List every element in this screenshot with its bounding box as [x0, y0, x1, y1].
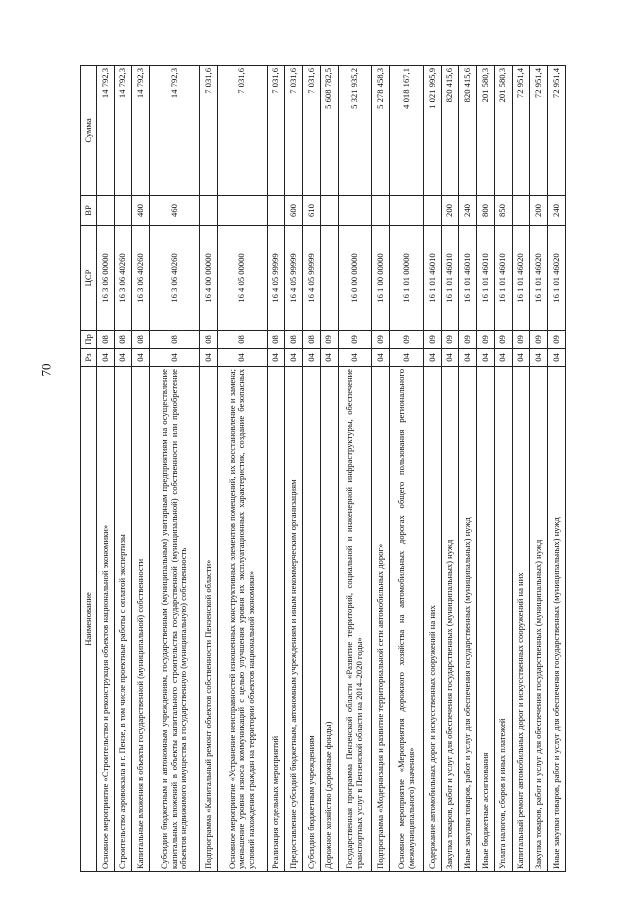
rotated-table-container [80, 66, 566, 872]
cell-name: Содержание автомобильных дорог и искусственных сооружений на них [423, 367, 441, 872]
cell-name: Иные закупки товаров, работ и услуг для обеспечения государственных (муниципальных) нужд [459, 367, 477, 872]
table-row [150, 66, 200, 872]
cell-vr [338, 196, 372, 226]
cell-sum: 14 792,3 [114, 66, 132, 196]
cell-name: Предоставление субсидий бюджетным, автономным учреждениям и иным некоммерческим организациям [285, 367, 303, 872]
table-header-row [81, 66, 97, 872]
cell-rz: 04 [303, 349, 321, 367]
cell-name: Реализация отдельных мероприятий [267, 367, 285, 872]
cell-sum: 72 951,4 [548, 66, 566, 196]
cell-csr: 16 1 01 00000 [390, 226, 424, 331]
table-row [267, 66, 285, 872]
cell-name: Основное мероприятие «Мероприятия дорожного хозяйства на автомобильных дорогах общего пользования регионального (межмуниципального) значения» [390, 367, 424, 872]
cell-sum: 72 951,4 [512, 66, 530, 196]
cell-rz: 04 [150, 349, 200, 367]
cell-rz: 04 [217, 349, 267, 367]
cell-csr: 16 4 00 00000 [200, 226, 218, 331]
cell-name: Уплата налогов, сборов и иных платежей [494, 367, 512, 872]
cell-name: Иные закупки товаров, работ и услуг для обеспечения государственных (муниципальных) нужд [548, 367, 566, 872]
cell-csr: 16 0 00 00000 [338, 226, 372, 331]
cell-sum: 201 580,3 [494, 66, 512, 196]
cell-vr [512, 196, 530, 226]
cell-sum: 14 792,3 [132, 66, 150, 196]
page-number: 70 [38, 363, 54, 377]
cell-pr: 08 [303, 331, 321, 349]
cell-sum: 7 031,6 [217, 66, 267, 196]
cell-csr: 16 1 01 46010 [423, 226, 441, 331]
cell-rz: 04 [97, 349, 115, 367]
cell-name: Иные бюджетные ассигнования [477, 367, 495, 872]
cell-csr: 16 4 05 99999 [303, 226, 321, 331]
cell-pr: 09 [423, 331, 441, 349]
cell-sum: 7 031,6 [303, 66, 321, 196]
table-row [548, 66, 566, 872]
table-row [494, 66, 512, 872]
table-row [530, 66, 548, 872]
cell-sum: 7 031,6 [285, 66, 303, 196]
cell-vr [217, 196, 267, 226]
cell-vr [114, 196, 132, 226]
cell-pr: 08 [150, 331, 200, 349]
cell-vr [390, 196, 424, 226]
cell-vr: 460 [150, 196, 200, 226]
cell-rz: 04 [132, 349, 150, 367]
table-row [97, 66, 115, 872]
table-row [423, 66, 441, 872]
cell-vr: 400 [132, 196, 150, 226]
table-row [338, 66, 372, 872]
cell-rz: 04 [530, 349, 548, 367]
cell-vr: 850 [494, 196, 512, 226]
cell-rz: 04 [320, 349, 338, 367]
cell-csr: 16 1 01 46020 [548, 226, 566, 331]
cell-csr: 16 1 01 46010 [459, 226, 477, 331]
cell-pr: 08 [217, 331, 267, 349]
cell-sum: 7 031,6 [267, 66, 285, 196]
cell-vr: 240 [459, 196, 477, 226]
cell-sum: 201 580,3 [477, 66, 495, 196]
cell-rz: 04 [114, 349, 132, 367]
cell-sum: 4 018 167,1 [390, 66, 424, 196]
cell-rz: 04 [338, 349, 372, 367]
cell-name: Капитальные вложения в объекты государственной (муниципальной) собственности [132, 367, 150, 872]
cell-pr: 09 [494, 331, 512, 349]
cell-sum: 820 415,6 [459, 66, 477, 196]
header-sum: Сумма [81, 66, 97, 196]
cell-vr: 600 [285, 196, 303, 226]
table-row [512, 66, 530, 872]
cell-rz: 04 [477, 349, 495, 367]
cell-vr [97, 196, 115, 226]
header-csr: ЦСР [81, 226, 97, 331]
cell-vr [267, 196, 285, 226]
header-vr: ВР [81, 196, 97, 226]
table-row [459, 66, 477, 872]
cell-pr: 09 [459, 331, 477, 349]
cell-name: Подпрограмма «Модернизация и развитие территориальной сети автомобильных дорог» [372, 367, 390, 872]
table-row [477, 66, 495, 872]
budget-table [80, 65, 566, 872]
cell-sum: 14 792,3 [150, 66, 200, 196]
table-row [303, 66, 321, 872]
table-row [285, 66, 303, 872]
cell-csr: 16 4 05 99999 [267, 226, 285, 331]
cell-csr: 16 3 06 40260 [114, 226, 132, 331]
cell-vr: 200 [441, 196, 459, 226]
cell-vr: 800 [477, 196, 495, 226]
cell-csr: 16 1 01 46020 [512, 226, 530, 331]
cell-pr: 09 [530, 331, 548, 349]
table-body [97, 66, 566, 872]
header-rz: Рз [81, 349, 97, 367]
cell-pr: 08 [200, 331, 218, 349]
cell-pr: 09 [548, 331, 566, 349]
cell-pr: 08 [285, 331, 303, 349]
cell-rz: 04 [548, 349, 566, 367]
cell-csr: 16 3 06 00000 [97, 226, 115, 331]
table-row [441, 66, 459, 872]
cell-name: Закупка товаров, работ и услуг для обеспечения государственных (муниципальных) нужд [441, 367, 459, 872]
cell-vr [423, 196, 441, 226]
cell-rz: 04 [285, 349, 303, 367]
cell-csr: 16 4 05 00000 [217, 226, 267, 331]
cell-rz: 04 [494, 349, 512, 367]
cell-name: Дорожное хозяйство (дорожные фонды) [320, 367, 338, 872]
cell-vr: 240 [548, 196, 566, 226]
cell-rz: 04 [200, 349, 218, 367]
cell-name: Субсидии бюджетным и автономным учреждениям, государственным (муниципальным) унитарным предприятиям на осуществление капитальных вложений в объекты капитального строительства государственной (муниципальной) собственности или приобретение объектов недвижимого имущества в государственную (муниципальную) собственность [150, 367, 200, 872]
cell-vr: 200 [530, 196, 548, 226]
cell-sum: 72 951,4 [530, 66, 548, 196]
cell-vr: 610 [303, 196, 321, 226]
cell-sum: 820 415,6 [441, 66, 459, 196]
cell-csr [320, 226, 338, 331]
cell-sum: 14 792,3 [97, 66, 115, 196]
header-name: Наименование [81, 367, 97, 872]
cell-pr: 08 [97, 331, 115, 349]
cell-vr [320, 196, 338, 226]
cell-pr: 08 [132, 331, 150, 349]
table-row [320, 66, 338, 872]
cell-sum: 5 278 458,3 [372, 66, 390, 196]
cell-csr: 16 3 06 40260 [150, 226, 200, 331]
cell-name: Строительство аэровокзала в г. Пензе, в том числе проектные работы с оплатой экспертизы [114, 367, 132, 872]
cell-rz: 04 [390, 349, 424, 367]
cell-rz: 04 [512, 349, 530, 367]
cell-pr: 09 [320, 331, 338, 349]
cell-vr [372, 196, 390, 226]
cell-pr: 09 [390, 331, 424, 349]
cell-pr: 09 [477, 331, 495, 349]
table-row [390, 66, 424, 872]
table-row [217, 66, 267, 872]
cell-sum: 7 031,6 [200, 66, 218, 196]
cell-pr: 09 [512, 331, 530, 349]
cell-sum: 5 321 935,2 [338, 66, 372, 196]
cell-pr: 09 [372, 331, 390, 349]
cell-csr: 16 1 01 46010 [494, 226, 512, 331]
cell-rz: 04 [267, 349, 285, 367]
cell-name: Субсидии бюджетным учреждениям [303, 367, 321, 872]
cell-csr: 16 1 01 46010 [477, 226, 495, 331]
table-row [114, 66, 132, 872]
cell-pr: 09 [441, 331, 459, 349]
cell-rz: 04 [423, 349, 441, 367]
cell-rz: 04 [441, 349, 459, 367]
cell-csr: 16 4 05 99999 [285, 226, 303, 331]
cell-name: Государственная программа Пензенской области «Развитие территорий, социальной и инженерной инфраструктуры, обеспечение транспортных услуг в Пензенской области на 2014–2020 годы» [338, 367, 372, 872]
cell-name: Капитальный ремонт автомобильных дорог и искусственных сооружений на них [512, 367, 530, 872]
cell-name: Подпрограмма «Капитальный ремонт объектов собственности Пензенской области» [200, 367, 218, 872]
cell-vr [200, 196, 218, 226]
cell-csr: 16 1 01 46020 [530, 226, 548, 331]
table-row [372, 66, 390, 872]
cell-rz: 04 [459, 349, 477, 367]
cell-sum: 1 021 995,9 [423, 66, 441, 196]
cell-pr: 09 [338, 331, 372, 349]
cell-csr: 16 1 01 46010 [441, 226, 459, 331]
cell-csr: 16 3 06 40260 [132, 226, 150, 331]
table-row [132, 66, 150, 872]
cell-name: Закупка товаров, работ и услуг для обеспечения государственных (муниципальных) нужд [530, 367, 548, 872]
cell-sum: 5 608 782,5 [320, 66, 338, 196]
header-pr: Пр [81, 331, 97, 349]
cell-csr: 16 1 00 00000 [372, 226, 390, 331]
cell-rz: 04 [372, 349, 390, 367]
cell-name: Основное мероприятие «Строительство и реконструкция объектов национальной экономики» [97, 367, 115, 872]
table-row [200, 66, 218, 872]
cell-pr: 08 [267, 331, 285, 349]
cell-name: Основное мероприятие «Устранение неисправностей изношенных конструктивных элементов помещений, их восстановление и замена; уменьшение уровня износа коммуникаций с целью улучшения уровня их эксплуатационных характеристик, создание безопасных условий нахождения граждан на территории объектов национальной экономики» [217, 367, 267, 872]
cell-pr: 08 [114, 331, 132, 349]
